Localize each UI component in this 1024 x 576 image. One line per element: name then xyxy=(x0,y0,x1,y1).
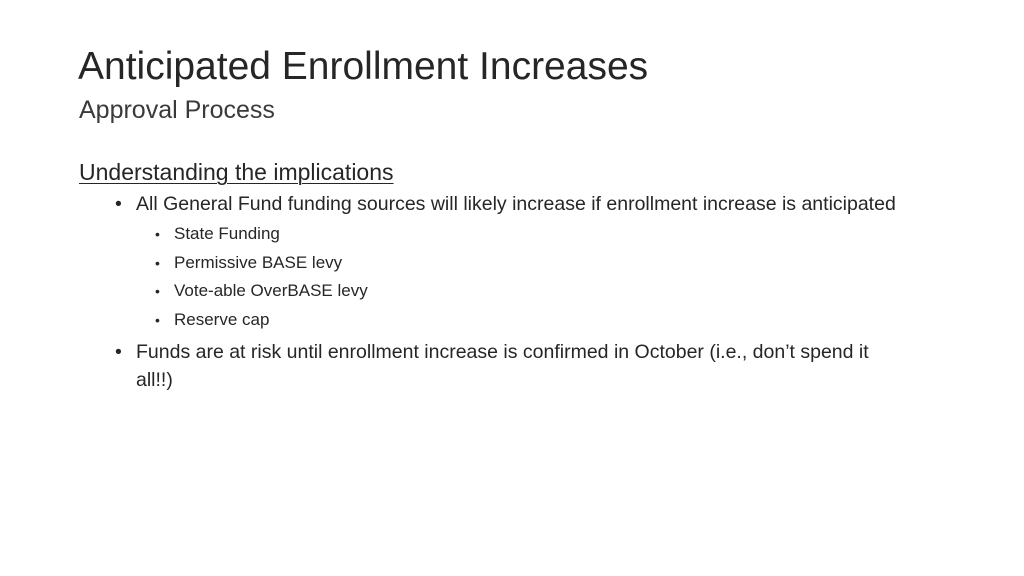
bullet-dot-icon: • xyxy=(115,341,122,363)
sub-bullet-item xyxy=(136,306,906,335)
bullet-item xyxy=(79,190,906,334)
bullet-dot-icon: • xyxy=(155,226,160,242)
slide-subtitle: Approval Process xyxy=(79,96,275,124)
sub-bullet-text: State Funding xyxy=(174,224,280,243)
bullet-text: Funds are at risk until enrollment increase is confirmed in October (i.e., don’t spend it all!!) xyxy=(136,341,869,391)
section-heading: Understanding the implications xyxy=(79,159,394,185)
sub-bullet-text: Vote-able OverBASE levy xyxy=(174,281,368,300)
slide-title: Anticipated Enrollment Increases xyxy=(78,45,649,88)
sub-bullet-item xyxy=(136,220,906,249)
sub-bullet-list xyxy=(136,220,906,334)
bullet-item xyxy=(79,338,906,394)
sub-bullet-text: Reserve cap xyxy=(174,309,270,329)
bullet-list xyxy=(79,190,959,394)
bullet-dot-icon: • xyxy=(155,311,160,328)
bullet-dot-icon: • xyxy=(155,254,160,271)
bullet-dot-icon: • xyxy=(115,193,122,215)
bullet-dot-icon: • xyxy=(155,283,160,299)
sub-bullet-item xyxy=(136,277,906,306)
sub-bullet-item xyxy=(136,249,906,278)
slide-content xyxy=(79,156,959,394)
sub-bullet-text: Permissive BASE levy xyxy=(174,252,343,272)
bullet-text: All General Fund funding sources will likely increase if enrollment increase is anticipated xyxy=(136,193,896,215)
